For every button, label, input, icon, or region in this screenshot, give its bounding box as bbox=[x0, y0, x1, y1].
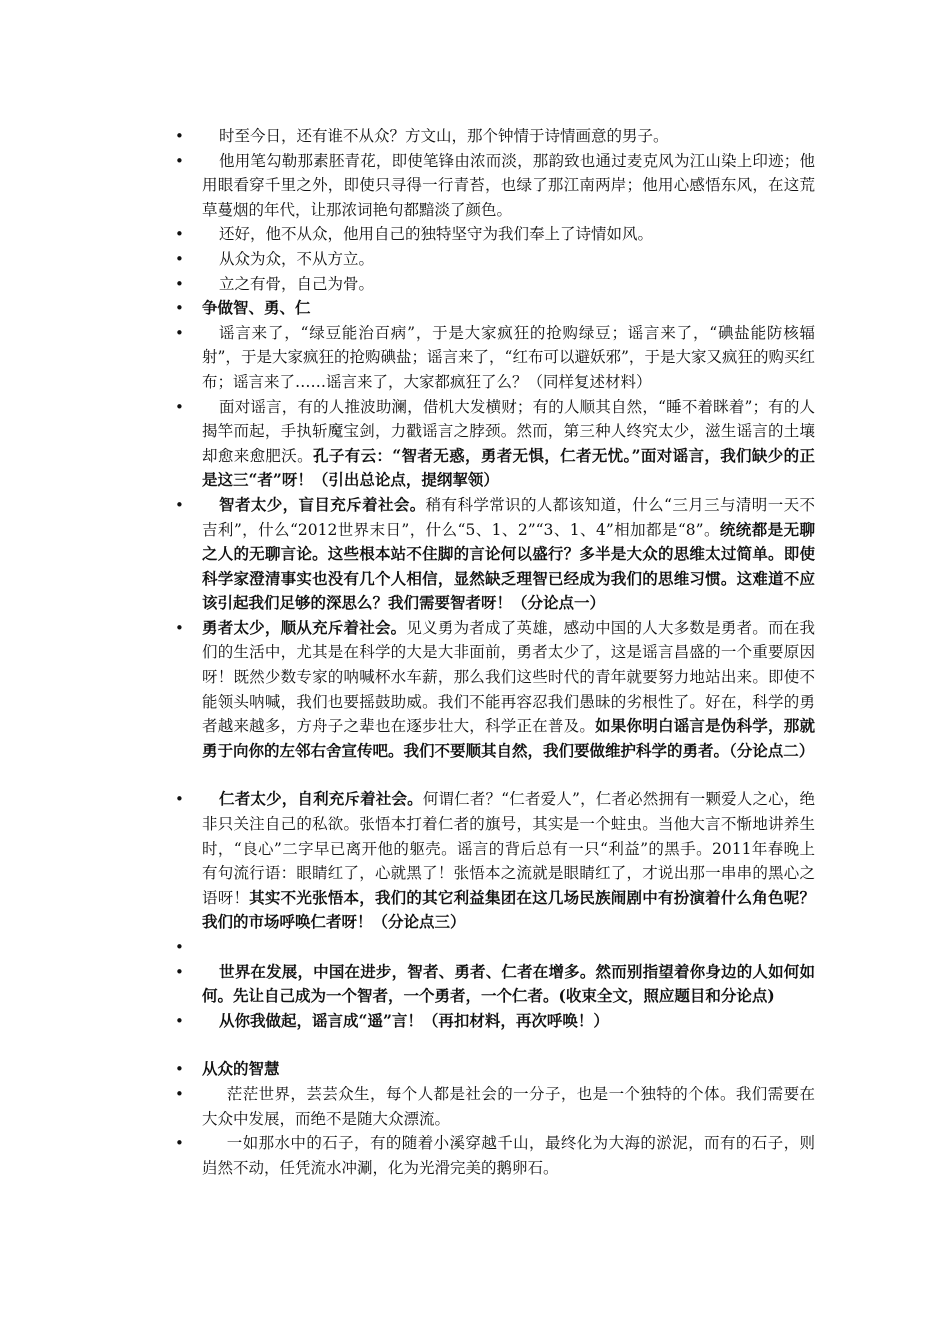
paragraph-text: 见义勇为者成了英雄，感动中国的人大多数是勇者。而在我们的生活中，尤其是在科学的大是大非面前，勇者太少了，这是谣言昌盛的一个重要原因呀！既然少数专家的呐喊杯水车薪，那么我们这些时代的青年就要努力地站出来。即使不能领头呐喊，我们也要摇鼓助威。我们不能再容忍我们愚昧的劣根性了。好在，科学的勇者越来越多，方舟子之辈也在逐步壮大，科学正在普及。 bbox=[202, 618, 815, 736]
bullet-icon: • bbox=[175, 299, 184, 318]
bullet-icon: • bbox=[175, 274, 184, 293]
paragraph-text: 他用笔勾勒那素胚青花，即使笔锋由浓而淡，那韵致也通过麦克风为江山染上印迹；他用眼看穿千里之外，即使只寻得一行青苔，也绿了那江南两岸；他用心感悟东风，在这荒草蔓烟的年代，让那浓词艳句都黯淡了颜色。 bbox=[202, 151, 815, 219]
bullet-icon: • bbox=[175, 249, 184, 268]
paragraph-bold-text: 世界在发展，中国在进步，智者、勇者、仁者在增多。然而别指望着你身边的人如何如何。先让自己成为一个智者，一个勇者，一个仁者。(收束全文，照应题目和分论点) bbox=[202, 961, 815, 1006]
paragraph-text: 何谓仁者？“仁者爱人”，仁者必然拥有一颗爱人之心，绝非只关注自己的私欲。张悟本打着仁者的旗号，其实是一个蛀虫。当他大言不惭地讲养生时，“良心”二字早已离开他的躯壳。谣言的背后总有一只“利益”的黑手。2011年春晚上有句流行语：眼睛红了，心就黑了！张悟本之流就是眼睛红了，才说出那一串串的黑心之语呀！ bbox=[202, 790, 815, 907]
section-heading: 从众的智慧 bbox=[202, 1059, 280, 1079]
list-item bbox=[175, 960, 815, 1009]
list-item bbox=[175, 1131, 815, 1180]
bullet-icon: • bbox=[175, 938, 184, 956]
list-item bbox=[175, 124, 815, 149]
paragraph-text: 面对谣言，有的人推波助澜，借机大发横财；有的人顺其自然，“睡不着眯着”；有的人揭竿而起，手执斩魔宝剑，力戳谣言之脖颈。然而，第三种人终究太少，滋生谣言的土壤却愈来愈肥沃。 bbox=[202, 397, 815, 465]
list-item bbox=[175, 616, 815, 764]
list-item bbox=[175, 149, 815, 223]
bullet-icon: • bbox=[175, 1134, 184, 1153]
paragraph-text: 稍有科学常识的人都该知道，什么“三月三与清明一天不吉利”，什么“2012世界末日”，什么“5、1、2”“3、1、4”相加都是“8”。 bbox=[202, 495, 815, 539]
list-item bbox=[175, 321, 815, 395]
paragraph-text: 谣言来了，“绿豆能治百病”，于是大家疯狂的抢购绿豆；谣言来了，“碘盐能防核辐射”，于是大家疯狂的抢购碘盐；谣言来了，“红布可以避妖邪”，于是大家又疯狂的购买红布；谣言来了……谣言来了，大家都疯狂了么？（同样复述材料） bbox=[202, 323, 815, 391]
bullet-icon: • bbox=[175, 225, 184, 244]
bullet-icon: • bbox=[175, 618, 184, 637]
list-item bbox=[175, 222, 815, 247]
list-item bbox=[175, 1057, 815, 1082]
bullet-icon: • bbox=[175, 397, 184, 416]
bullet-icon: • bbox=[175, 790, 184, 809]
paragraph-bold-text: 从你我做起，谣言成“遥”言！（再扣材料，再次呼唤！） bbox=[219, 1010, 609, 1030]
paragraph-text: 还好，他不从众，他用自己的独特坚守为我们奉上了诗情如风。 bbox=[219, 225, 654, 244]
list-item bbox=[175, 247, 815, 272]
bullet-icon: • bbox=[175, 962, 184, 981]
paragraph-bold-text: 如果你明白谣言是伪科学，那就勇于向你的左邻右舍宣传吧。我们不要顺其自然，我们要做维护科学的勇者。（分论点二） bbox=[202, 716, 815, 760]
list-item bbox=[175, 1009, 815, 1034]
paragraph-text: 一如那水中的石子，有的随着小溪穿越千山，最终化为大海的淤泥，而有的石子，则岿然不动，任凭流水冲涮，化为光滑完美的鹅卵石。 bbox=[202, 1134, 815, 1177]
list-item bbox=[175, 493, 815, 616]
bullet-icon: • bbox=[175, 323, 184, 342]
bullet-icon: • bbox=[175, 127, 184, 145]
paragraph-text: 茫茫世界，芸芸众生，每个人都是社会的一分子，也是一个独特的个体。我们需要在大众中发展，而绝不是随大众漂流。 bbox=[202, 1084, 815, 1128]
bullet-list bbox=[175, 124, 815, 1180]
paragraph-bold-text: 统统都是无聊之人的无聊言论。这些根本站不住脚的言论何以盛行？多半是大众的思维太过简单。即使科学家澄清事实也没有几个人相信，显然缺乏理智已经成为我们的思维习惯。这难道不应该引起我们足够的深思么？我们需要智者呀！（分论点一） bbox=[202, 519, 815, 613]
list-item-empty bbox=[175, 935, 815, 960]
paragraph-text: 从众为众，不从方立。 bbox=[219, 249, 375, 268]
paragraph-bold-text: 勇者太少，顺从充斥着社会。 bbox=[202, 617, 407, 637]
paragraph-bold-text: 智者太少，盲目充斥着社会。 bbox=[219, 494, 426, 514]
list-item bbox=[175, 395, 815, 493]
section-heading: 争做智、勇、仁 bbox=[202, 298, 311, 318]
list-item bbox=[175, 1082, 815, 1131]
paragraph-text: 立之有骨，自己为骨。 bbox=[219, 274, 375, 293]
bullet-icon: • bbox=[175, 151, 184, 170]
paragraph-text: 时至今日，还有谁不从众？方文山，那个钟情于诗情画意的男子。 bbox=[219, 127, 669, 145]
paragraph-bold-text: 孔子有云：“智者无惑，勇者无惧，仁者无忧。”面对谣言，我们缺少的正是这三“者”呀！（引出总论点，提纲挈领） bbox=[202, 445, 815, 490]
bullet-icon: • bbox=[175, 1060, 184, 1079]
paragraph-bold-text: 仁者太少，自利充斥着社会。 bbox=[219, 789, 423, 809]
bullet-icon: • bbox=[175, 1011, 184, 1030]
paragraph-bold-text: 其实不光张悟本，我们的其它利益集团在这几场民族闹剧中有扮演着什么角色呢？我们的市场呼唤仁者呀！（分论点三） bbox=[202, 887, 815, 932]
list-item bbox=[175, 787, 815, 935]
list-item bbox=[175, 296, 815, 321]
list-item bbox=[175, 272, 815, 297]
bullet-icon: • bbox=[175, 1084, 184, 1103]
bullet-icon: • bbox=[175, 495, 184, 514]
